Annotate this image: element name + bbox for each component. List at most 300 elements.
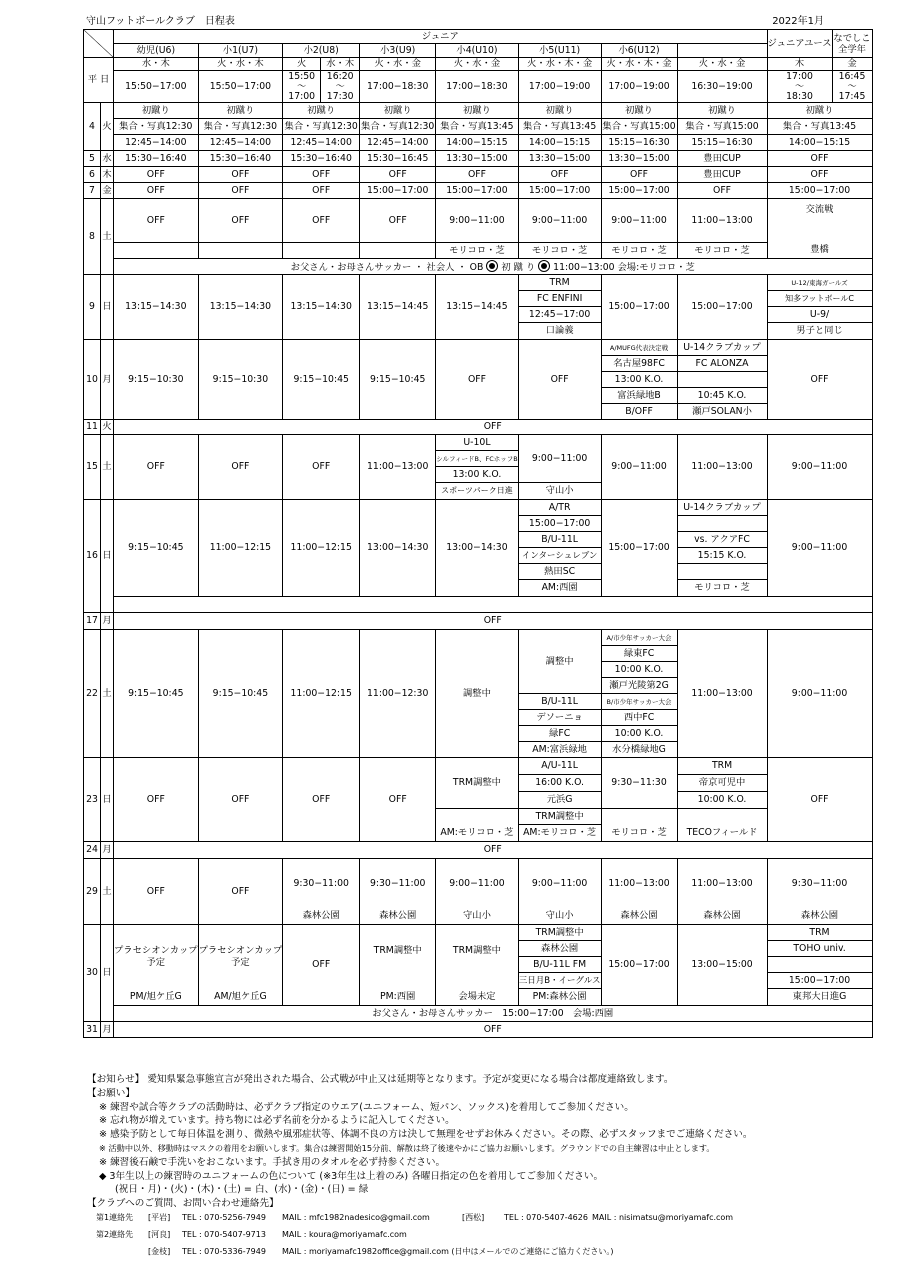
r10-jy-2: FC ALONZA: [677, 356, 767, 372]
r15-nd: 9:00−11:00: [767, 435, 872, 500]
r22-jy: 11:00−13:00: [677, 630, 767, 758]
r29-u8-place: 森林公園: [283, 909, 360, 925]
r16-u7: 11:00−12:15: [198, 500, 283, 597]
dow-11: 火: [101, 420, 114, 435]
r22-u11-3: デソーニョ: [518, 710, 601, 726]
page-title: 守山フットボールクラブ 日程表: [86, 16, 235, 27]
weekday-label: 平 日: [84, 58, 114, 103]
r23-jy-1: TRM: [677, 758, 767, 775]
r4-t-nd: 14:00−15:15: [767, 135, 872, 151]
r30-u11-3: B/U-11L FM: [518, 957, 601, 973]
r23-jy-3: 10:00 K.O.: [677, 792, 767, 809]
contact-tel-2: TEL : 070-5407-4626: [504, 1213, 588, 1222]
r9-nd-2: 知多フットボールC: [767, 291, 872, 307]
day-16: 16: [84, 500, 101, 613]
notes-section: [87, 1073, 847, 1211]
r22-u11-1: 調整中: [518, 630, 601, 694]
r15-u10-1: U-10L: [436, 435, 519, 451]
r29-jy: 11:00−13:00: [677, 859, 767, 909]
r8-extra-1: お父さん・お母さんサッカー ・ 社会人 ・ OB: [290, 261, 484, 273]
r10-u8: 9:15−10:45: [283, 340, 360, 420]
dow-23: 日: [101, 758, 114, 842]
r22-u11-4: 緑FC: [518, 726, 601, 742]
col-u8: 小2(U8): [283, 44, 360, 58]
r10-u12-5: B/OFF: [601, 404, 677, 420]
wd-u9: 17:00−18:30: [360, 71, 436, 103]
r30-u11-4: 三日月B・イーグルス: [518, 973, 601, 989]
r10-u6: 9:15−10:30: [114, 340, 199, 420]
r23-u11-2: 16:00 K.O.: [518, 775, 601, 792]
r7-nd: 15:00−17:00: [767, 183, 872, 199]
r23-u12-2: モリコロ・芝: [601, 825, 677, 842]
r22-u12-1: A/市少年サッカー大会: [601, 630, 677, 646]
r9-u11-4: 口論義: [518, 323, 601, 340]
r15-u10-2: シルフィードB、FCホッフB: [436, 451, 519, 467]
contact-mail[interactable]: MAIL : mfc1982nadesico@gmail.com: [282, 1213, 430, 1222]
r16-jy-blank1: [677, 516, 767, 532]
contact-heading: 【クラブへのご質問、お問い合わせ連絡先】: [87, 1198, 279, 1210]
r15-u8: OFF: [283, 435, 360, 500]
wd-jy: 16:30−19:00: [677, 71, 767, 103]
r5-nd: OFF: [767, 151, 872, 167]
day-7: 7: [84, 183, 101, 199]
r8-nd-place: 豊橋: [767, 243, 872, 259]
r4-t-u6: 12:45−14:00: [114, 135, 199, 151]
r10-u11: OFF: [518, 340, 601, 420]
note-color-days: (祝日・月)・(火)・(木)・(土) = 白、(水)・(金)・(日) = 緑: [115, 1184, 369, 1196]
r23-u6: OFF: [114, 758, 199, 842]
r30-u11-5: PM:森林公園: [518, 989, 601, 1006]
r30-u10-1: TRM調整中: [436, 925, 519, 957]
r16-jy-3: 15:15 K.O.: [677, 548, 767, 564]
wk-jy: 火・水・金: [677, 58, 767, 71]
r6-u8: OFF: [283, 167, 360, 183]
dow-4: 火: [101, 103, 114, 151]
r23-u11-3: 元浜G: [518, 792, 601, 809]
wk-u8b: 水・木: [321, 58, 360, 71]
r16-u12: 15:00−17:00: [601, 500, 677, 597]
r4-l-jy: 初蹴り: [677, 103, 767, 119]
r30-u7-2: 予定: [198, 957, 283, 989]
contact-tel: TEL : 070-5256-7949: [182, 1213, 266, 1222]
r4-t-u9: 12:45−14:00: [360, 135, 436, 151]
r8-jy: 11:00−13:00: [677, 199, 767, 243]
r4-jy: 集合・写真15:00: [677, 119, 767, 135]
day-8: 8: [84, 199, 101, 275]
r16-jy-2: vs. アクアFC: [677, 532, 767, 548]
day-15: 15: [84, 435, 101, 500]
r30-u7-1: プラセシオンカップ: [198, 925, 283, 957]
r22-u11-5: AM:富浜緑地: [518, 742, 601, 758]
r10-u12-1: A/MUFG代表決定戦: [601, 340, 677, 356]
contact-name: [河良]: [148, 1230, 171, 1239]
r10-nd: OFF: [767, 340, 872, 420]
page-header: [86, 12, 824, 28]
day-5: 5: [84, 151, 101, 167]
notice-line: 【お知らせ】 愛知県緊急事態宣言が発出された場合、公式戦が中止又は延期等となります。予定が変更になる場合は都度連絡致します。: [87, 1074, 674, 1085]
dow-17: 月: [101, 613, 114, 630]
dow-6: 木: [101, 167, 114, 183]
r22-u12-5: B/市少年サッカー大会: [601, 694, 677, 710]
r6-u6: OFF: [114, 167, 199, 183]
wd-u7: 15:50−17:00: [198, 71, 283, 103]
junior-header: ジュニア: [114, 30, 768, 44]
r7-u6: OFF: [114, 183, 199, 199]
day-6: 6: [84, 167, 101, 183]
r15-u10-3: 13:00 K.O.: [436, 467, 519, 483]
dow-8: 土: [101, 199, 114, 275]
r10-jy-blank: [677, 372, 767, 388]
r7-jy: OFF: [677, 183, 767, 199]
r23-jy-gap: [677, 809, 767, 825]
r9-u11-1: TRM: [518, 275, 601, 291]
r29-u12-place: 森林公園: [601, 909, 677, 925]
r8-u11-place: モリコロ・芝: [518, 243, 601, 259]
r29-u10: 9:00−11:00: [436, 859, 519, 909]
dow-10: 月: [101, 340, 114, 420]
r22-u12-4: 瀬戸光陵第2G: [601, 678, 677, 694]
r10-jy-1: U-14クラブカップ: [677, 340, 767, 356]
r7-u11: 15:00−17:00: [518, 183, 601, 199]
r29-u9: 9:30−11:00: [360, 859, 436, 909]
r4-l-nd: 初蹴り: [767, 103, 872, 119]
day-31: 31: [84, 1022, 101, 1038]
wk-u6: 水・木: [114, 58, 199, 71]
r29-u11-place: 守山小: [518, 909, 601, 925]
r4-t-u7: 12:45−14:00: [198, 135, 283, 151]
day-9: 9: [84, 275, 101, 340]
col-u11: 小5(U11): [518, 44, 601, 58]
r4-u6: 集合・写真12:30: [114, 119, 199, 135]
r8-u10-place: モリコロ・芝: [436, 243, 519, 259]
r9-u12: 15:00−17:00: [601, 275, 677, 340]
r16-u9: 13:00−14:30: [360, 500, 436, 597]
r15-jy: 11:00−13:00: [677, 435, 767, 500]
r16-u11-3: B/U-11L: [518, 532, 601, 548]
r17-all: OFF: [114, 613, 873, 630]
wd-u12: 17:00−19:00: [601, 71, 677, 103]
r30-nd-4: 東邦大日進G: [767, 989, 872, 1006]
r4-t-u11: 14:00−15:15: [518, 135, 601, 151]
day-29: 29: [84, 859, 101, 925]
r8-jy-place: モリコロ・芝: [677, 243, 767, 259]
r4-l-u9: 初蹴り: [360, 103, 436, 119]
r6-jy: 豊田CUP: [677, 167, 767, 183]
r16-u11-4: インターシュレブン: [518, 548, 601, 564]
r8-u6-blank: [114, 243, 199, 259]
r15-u11: 9:00−11:00: [518, 435, 601, 483]
wk-u10: 火・水・金: [436, 58, 519, 71]
r23-u10-2: AM:モリコロ・芝: [436, 825, 519, 842]
r5-jy: 豊田CUP: [677, 151, 767, 167]
r30-jy: 13:00−15:00: [677, 925, 767, 1006]
r15-u11-place: 守山小: [518, 483, 601, 500]
r22-u12-7: 10:00 K.O.: [601, 726, 677, 742]
contact-kind: 第1連絡先: [96, 1213, 134, 1222]
day-10: 10: [84, 340, 101, 420]
r30-u7-3: AM/旭ケ丘G: [198, 989, 283, 1006]
r6-u9: OFF: [360, 167, 436, 183]
r22-u8: 11:00−12:15: [283, 630, 360, 758]
day-4: 4: [84, 103, 101, 151]
wk-nda: 木: [767, 58, 832, 71]
r16-jy-4: モリコロ・芝: [677, 580, 767, 597]
r30-u11-2: 森林公園: [518, 941, 601, 957]
r6-u12: OFF: [601, 167, 677, 183]
r22-u12-2: 緑東FC: [601, 646, 677, 662]
r5-u10: 13:30−15:00: [436, 151, 519, 167]
r23-u9: OFF: [360, 758, 436, 842]
r22-u10: 調整中: [436, 630, 519, 758]
r29-u7: OFF: [198, 859, 283, 925]
r4-l-u8: 初蹴り: [283, 103, 360, 119]
r4-l-u12: 初蹴り: [601, 103, 677, 119]
day-11: 11: [84, 420, 101, 435]
soccer-ball-icon: [486, 260, 498, 272]
r8-u7: OFF: [198, 199, 283, 243]
r30-u9-gap: [360, 957, 436, 989]
r10-u9: 9:15−10:45: [360, 340, 436, 420]
r4-u7: 集合・写真12:30: [198, 119, 283, 135]
contact-kind: 第2連絡先: [96, 1230, 134, 1239]
r9-u11-3: 12:45−17:00: [518, 307, 601, 323]
r5-u9: 15:30−16:45: [360, 151, 436, 167]
r30-u9-2: PM:西園: [360, 989, 436, 1006]
r16-u11-1: A/TR: [518, 500, 601, 516]
r30-u10-2: 会場未定: [436, 989, 519, 1006]
r6-u10: OFF: [436, 167, 519, 183]
r4-l-u11: 初蹴り: [518, 103, 601, 119]
wk-ndb: 金: [832, 58, 872, 71]
r22-u12-8: 水分橋緑地G: [601, 742, 677, 758]
contact-mail[interactable]: MAIL : moriyamafc1982office@gmail.com (日中はメールでのご連絡にご協力ください。): [282, 1247, 614, 1256]
r7-u7: OFF: [198, 183, 283, 199]
r16-u8: 11:00−12:15: [283, 500, 360, 597]
dow-22: 土: [101, 630, 114, 758]
wd-u8b: 16:20 〜 17:30: [321, 71, 360, 103]
r30-u6-2: 予定: [114, 957, 199, 989]
contact-mail-2[interactable]: MAIL : nisimatsu@moriyamafc.com: [592, 1213, 734, 1222]
r8-extra: [114, 259, 873, 275]
r10-u12-4: 富浜緑地B: [601, 388, 677, 404]
r8-u9: OFF: [360, 199, 436, 243]
corner-cell: [84, 30, 114, 58]
r8-u12: 9:00−11:00: [601, 199, 677, 243]
r4-u10: 集合・写真13:45: [436, 119, 519, 135]
r30-nd-2: TOHO univ.: [767, 941, 872, 957]
r16-jy-blank2: [677, 564, 767, 580]
r4-u12: 集合・写真15:00: [601, 119, 677, 135]
r9-u8: 13:15−14:30: [283, 275, 360, 340]
col-u6: 幼児(U6): [114, 44, 199, 58]
r10-u7: 9:15−10:30: [198, 340, 283, 420]
r10-jy-3: 10:45 K.O.: [677, 388, 767, 404]
r8-extra-2: 初 蹴 り: [501, 261, 536, 273]
r8-u12-place: モリコロ・芝: [601, 243, 677, 259]
soccer-ball-icon: [538, 260, 550, 272]
r15-u10-4: スポーツパーク日進: [436, 483, 519, 500]
r8-nd-title: 交流戦: [767, 199, 872, 221]
note-handwash: ※ 練習後石鹸で手洗いをおこないます。手拭き用のタオルを必ず持参ください。: [99, 1156, 446, 1168]
r8-u7-blank: [198, 243, 283, 259]
r30-nd-blank: [767, 957, 872, 973]
r30-u6-3: PM/旭ケ丘G: [114, 989, 199, 1006]
r30-nd-1: TRM: [767, 925, 872, 941]
dow-31: 月: [101, 1022, 114, 1038]
r23-u11-5: AM:モリコロ・芝: [518, 825, 601, 842]
r15-u12: 9:00−11:00: [601, 435, 677, 500]
dow-7: 金: [101, 183, 114, 199]
r8-u10: 9:00−11:00: [436, 199, 519, 243]
note-uniform: ※ 練習や試合等クラブの活動時は、必ずクラブ指定のウエア(ユニフォーム、短パン、ソックス)を着用してご参加ください。: [99, 1101, 634, 1113]
r9-u7: 13:15−14:30: [198, 275, 283, 340]
r4-u8: 集合・写真12:30: [283, 119, 360, 135]
r29-nd: 9:30−11:00: [767, 859, 872, 909]
r23-jy-4: TECOフィールド: [677, 825, 767, 842]
note-mask: ※ 活動中以外、移動時はマスクの着用をお願いします。集合は練習開始15分前、解散は終了後速やかにご協力お願いします。グラウンドでの自主練習は中止とします。: [99, 1142, 715, 1153]
r22-u6: 9:15−10:45: [114, 630, 199, 758]
r10-u12-2: 名古屋98FC: [601, 356, 677, 372]
r24-all: OFF: [114, 842, 873, 859]
r4-l-u10: 初蹴り: [436, 103, 519, 119]
r8-u6: OFF: [114, 199, 199, 243]
r30-nd-3: 15:00−17:00: [767, 973, 872, 989]
r7-u9: 15:00−17:00: [360, 183, 436, 199]
dow-9: 日: [101, 275, 114, 340]
r31-all: OFF: [114, 1022, 873, 1038]
r4-t-jy: 15:15−16:30: [677, 135, 767, 151]
r4-l-u6: 初蹴り: [114, 103, 199, 119]
col-u9: 小3(U9): [360, 44, 436, 58]
note-uniform-color: ◆ 3年生以上の練習時のユニフォームの色について (※3年生は上着のみ) 各曜日指定の色を着用してご参加ください。: [99, 1170, 604, 1182]
r5-u8: 15:30−16:40: [283, 151, 360, 167]
r5-u6: 15:30−16:40: [114, 151, 199, 167]
contact-name-2: [西松]: [462, 1213, 485, 1222]
r4-l-u7: 初蹴り: [198, 103, 283, 119]
nadeshiko-header: なでしこ 全学年: [832, 30, 872, 58]
r30-u8: OFF: [283, 925, 360, 1006]
contact-mail[interactable]: MAIL : koura@moriyamafc.com: [282, 1230, 407, 1239]
wk-u8a: 火: [283, 58, 321, 71]
schedule-table: [83, 29, 873, 1038]
r16-u6: 9:15−10:45: [114, 500, 199, 597]
junior-youth-header: ジュニアユース: [767, 30, 832, 58]
wd-u6: 15:50−17:00: [114, 71, 199, 103]
r9-u9: 13:15−14:45: [360, 275, 436, 340]
r23-jy-2: 帝京可児中: [677, 775, 767, 792]
r30-u6-1: プラセシオンカップ: [114, 925, 199, 957]
r7-u8: OFF: [283, 183, 360, 199]
contact-name: [平岩]: [148, 1213, 171, 1222]
r16-nd: 9:00−11:00: [767, 500, 872, 597]
r29-u9-place: 森林公園: [360, 909, 436, 925]
r23-u12-1: 9:30−11:30: [601, 758, 677, 809]
wd-ndb: 16:45 〜 17:45: [832, 71, 872, 103]
dow-5: 水: [101, 151, 114, 167]
note-belongings: ※ 忘れ物が増えています。持ち物には必ず名前を分かるように記入してください。: [99, 1115, 455, 1127]
r23-u12-gap: [601, 809, 677, 825]
r23-nd: OFF: [767, 758, 872, 842]
r29-u10-place: 守山小: [436, 909, 519, 925]
r9-u10: 13:15−14:45: [436, 275, 519, 340]
dow-29: 土: [101, 859, 114, 925]
r6-u11: OFF: [518, 167, 601, 183]
dow-30: 日: [101, 925, 114, 1022]
r11-all: OFF: [114, 420, 873, 435]
r7-u10: 15:00−17:00: [436, 183, 519, 199]
r4-t-u12: 15:15−16:30: [601, 135, 677, 151]
r29-nd-place: 森林公園: [767, 909, 872, 925]
r23-u10-1: TRM調整中: [436, 758, 519, 809]
r22-nd: 9:00−11:00: [767, 630, 872, 758]
r16-u11-5: 熱田SC: [518, 564, 601, 580]
dow-15: 土: [101, 435, 114, 500]
r8-u8-blank: [283, 243, 360, 259]
day-23: 23: [84, 758, 101, 842]
r23-u8: OFF: [283, 758, 360, 842]
month-label: 2022年1月: [772, 16, 824, 27]
r9-nd-1: U-12/東海ガールズ: [767, 275, 872, 291]
wd-u8a: 15:50 〜 17:00: [283, 71, 321, 103]
r4-u11: 集合・写真13:45: [518, 119, 601, 135]
r22-u7: 9:15−10:45: [198, 630, 283, 758]
r9-u6: 13:15−14:30: [114, 275, 199, 340]
day-30: 30: [84, 925, 101, 1022]
r10-jy-4: 瀬戸SOLAN小: [677, 404, 767, 420]
r29-u6: OFF: [114, 859, 199, 925]
r4-u9: 集合・写真12:30: [360, 119, 436, 135]
r22-u12-6: 西中FC: [601, 710, 677, 726]
r8-u8: OFF: [283, 199, 360, 243]
wd-u10: 17:00−18:30: [436, 71, 519, 103]
r4-t-u10: 14:00−15:15: [436, 135, 519, 151]
r15-u7: OFF: [198, 435, 283, 500]
r15-u9: 11:00−13:00: [360, 435, 436, 500]
r29-u12: 11:00−13:00: [601, 859, 677, 909]
r30-u11-1: TRM調整中: [518, 925, 601, 941]
r23-u10-gap: [436, 809, 519, 825]
col-u7: 小1(U7): [198, 44, 283, 58]
r10-u12-3: 13:00 K.O.: [601, 372, 677, 388]
wk-u7: 火・水・木: [198, 58, 283, 71]
r8-u11: 9:00−11:00: [518, 199, 601, 243]
r30-u10-gap: [436, 957, 519, 989]
wd-u11: 17:00−19:00: [518, 71, 601, 103]
r16-blank: [114, 597, 873, 613]
wd-nda: 17:00 〜 18:30: [767, 71, 832, 103]
r23-u11-4: TRM調整中: [518, 809, 601, 825]
r9-u11-2: FC ENFINI: [518, 291, 601, 307]
col-u10: 小4(U10): [436, 44, 519, 58]
r16-u11-6: AM:西園: [518, 580, 601, 597]
r30-u9-1: TRM調整中: [360, 925, 436, 957]
r8-extra-3: 11:00−13:00 会場:モリコロ・芝: [553, 261, 695, 273]
r9-nd-4: 男子と同じ: [767, 323, 872, 340]
r29-jy-place: 森林公園: [677, 909, 767, 925]
r16-u11-2: 15:00−17:00: [518, 516, 601, 532]
r8-u9-blank: [360, 243, 436, 259]
dow-24: 月: [101, 842, 114, 859]
r4-nd: 集合・写真13:45: [767, 119, 872, 135]
r5-u11: 13:30−15:00: [518, 151, 601, 167]
r9-nd-3: U-9/: [767, 307, 872, 323]
dow-16: 日: [101, 500, 114, 613]
r29-u11: 9:00−11:00: [518, 859, 601, 909]
r5-u7: 15:30−16:40: [198, 151, 283, 167]
r9-jy: 15:00−17:00: [677, 275, 767, 340]
r15-u6: OFF: [114, 435, 199, 500]
r6-u7: OFF: [198, 167, 283, 183]
